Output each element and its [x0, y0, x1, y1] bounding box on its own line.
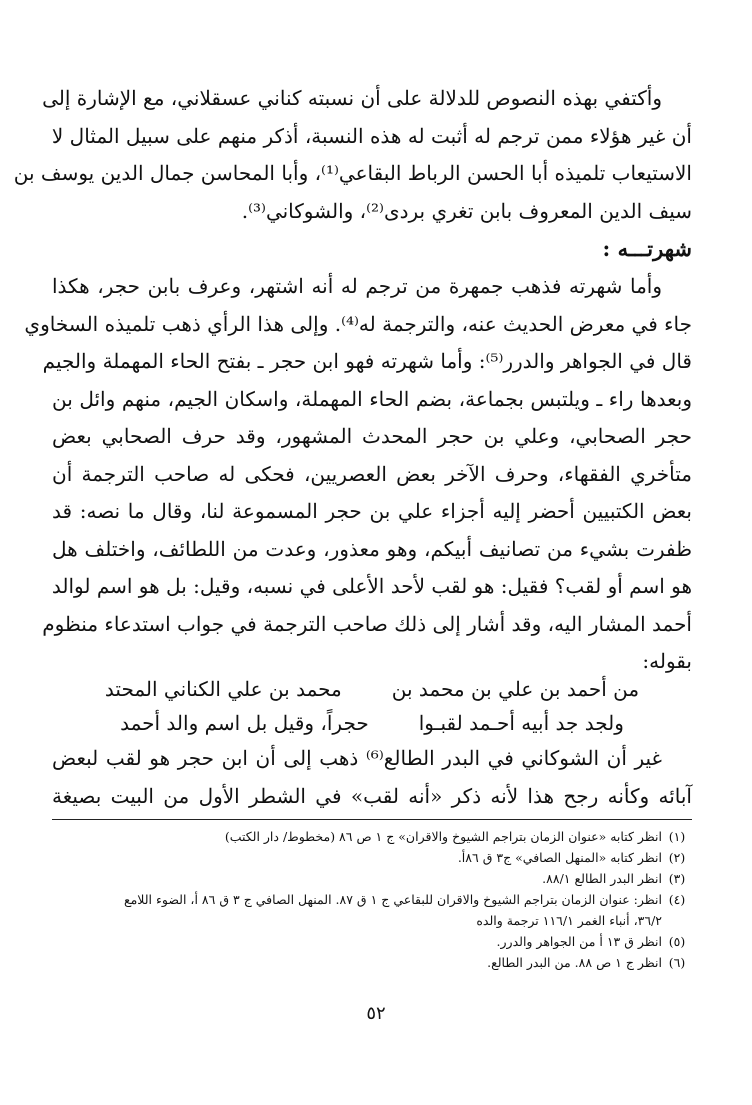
text-line: وأما شهرته فذهب جمهرة من ترجم له أنه اشتهر، وعرف بابن حجر، هكذا: [52, 274, 662, 298]
verse-second-hemistich: حجراً، وقيل بل اسم والد أحمد: [120, 711, 369, 735]
footnote-number: (٦): [668, 955, 686, 970]
verse-first-hemistich: من أحمد بن علي بن محمد بن: [391, 677, 640, 701]
footnote-number: (٤): [668, 892, 686, 907]
footnote: [52, 847, 692, 868]
verse: [52, 672, 692, 706]
footnote-text: انظر البدر الطالع ٨٨/١.: [542, 871, 662, 886]
paragraph-shawkani: [52, 740, 692, 815]
footnote-text: انظر ج ١ ص ٨٨. من البدر الطالع.: [487, 955, 662, 970]
footnote-number: (٥): [668, 934, 686, 949]
text-line: أن غير هؤلاء ممن ترجم له أثبت له هذه النسبة، أذكر منهم على سبيل المثال لا: [51, 123, 692, 148]
footnotes: [52, 826, 692, 973]
text-line: غير أن الشوكاني في البدر الطالع⁽⁶⁾ ذهب إلى أن ابن حجر هو لقب لبعض: [52, 746, 663, 770]
footnote: [52, 868, 692, 889]
verse: [52, 706, 692, 740]
footnote-text: انظر ق ١٣ أ من الجواهر والدرر.: [496, 934, 662, 949]
text-line: آبائه وكأنه رجح هذا لأنه ذكر «أنه لقب» في الشطر الأول من البيت بصيغة: [52, 783, 692, 808]
text-line: وبعدها راء ـ ويلتبس بجماعة، بضم الحاء المهملة، واسكان الجيم، منهم وائل بن: [52, 386, 692, 411]
text-line: بعض الكتبيين أحضر إليه أجزاء علي بن حجر المسموعة لنا، وقال ما نصه: قد: [52, 499, 692, 523]
footnote-text-continued: ٣٦/٢، أنباء الغمر ١١٦/١ ترجمة والده: [476, 913, 662, 928]
paragraph-fame: [24, 268, 692, 681]
footnote-number: (٢): [668, 850, 686, 865]
page-number: ٥٢: [366, 1003, 386, 1024]
footnote-text: انظر كتابه «عنوان الزمان بتراجم الشيوخ والاقران» ج ١ ص ٨٦ (مخطوط/ دار الكتب): [224, 829, 662, 844]
text-line: هو اسم أو لقب؟ فقيل: هو لقب لأحد الأعلى في نسبه، وقيل: بل هو اسم لوالد: [51, 574, 692, 598]
text-line: قال في الجواهر والدرر⁽⁵⁾: وأما شهرته فهو ابن حجر ـ بفتح الحاء المهملة والجيم: [42, 349, 692, 373]
footnote-number: (٣): [668, 871, 686, 886]
poem-verses: [52, 672, 692, 740]
section-heading: شهرتـــه :: [602, 236, 692, 261]
footnote: [52, 931, 692, 952]
footnote-text: انظر كتابه «المنهل الصافي» ج٣ ق ٨٦أ.: [457, 850, 662, 865]
text-line: بقوله:: [642, 649, 692, 673]
text-line: ظفرت بشيء من تصانيف أبيكم، وهو معذور، وعدت من اللطائف، واختلف هل: [52, 536, 692, 561]
text-line: حجر الصحابي، وعلي بن حجر المحدث المشهور، وقد حرف الصحابي بعض: [52, 424, 692, 448]
text-line: الاستيعاب تلميذه أبا الحسن الرباط البقاعي⁽¹⁾، وأبا المحاسن جمال الدين يوسف بن: [13, 161, 692, 185]
text-line: سيف الدين المعروف بابن تغري بردى⁽²⁾، والشوكاني⁽³⁾.: [241, 198, 692, 223]
footnote-number: (١): [668, 829, 686, 844]
text-line: أحمد المشار اليه، وقد أشار إلى ذلك صاحب الترجمة في جواب استدعاء منظوم: [42, 611, 692, 636]
paragraph-lineage: [13, 80, 692, 230]
footnote-divider: [52, 819, 692, 820]
footnote: [52, 826, 692, 847]
footnote: [52, 952, 692, 973]
footnote-text: انظر: عنوان الزمان بتراجم الشيوخ والاقران للبقاعي ج ١ ق ٨٧. المنهل الصافي ج ٣ ق ٨٦ أ، الضوء اللامع: [123, 892, 662, 907]
text-line: وأكتفي بهذه النصوص للدلالة على أن نسبته كناني عسقلاني، مع الإشارة إلى: [42, 86, 662, 110]
text-line: جاء في معرض الحديث عنه، والترجمة له⁽⁴⁾. وإلى هذا الرأي ذهب تلميذه السخاوي: [24, 311, 692, 336]
footnote: [52, 889, 692, 931]
verse-first-hemistich: ولجد جد أبيه أحـمد لقبـوا: [418, 711, 624, 735]
text-line: متأخري الفقهاء، وحرف الآخر بعض العصريين، فحكى له صاحب الترجمة أن: [52, 461, 692, 486]
verse-second-hemistich: محمد بن علي الكناني المحتد: [104, 677, 342, 701]
